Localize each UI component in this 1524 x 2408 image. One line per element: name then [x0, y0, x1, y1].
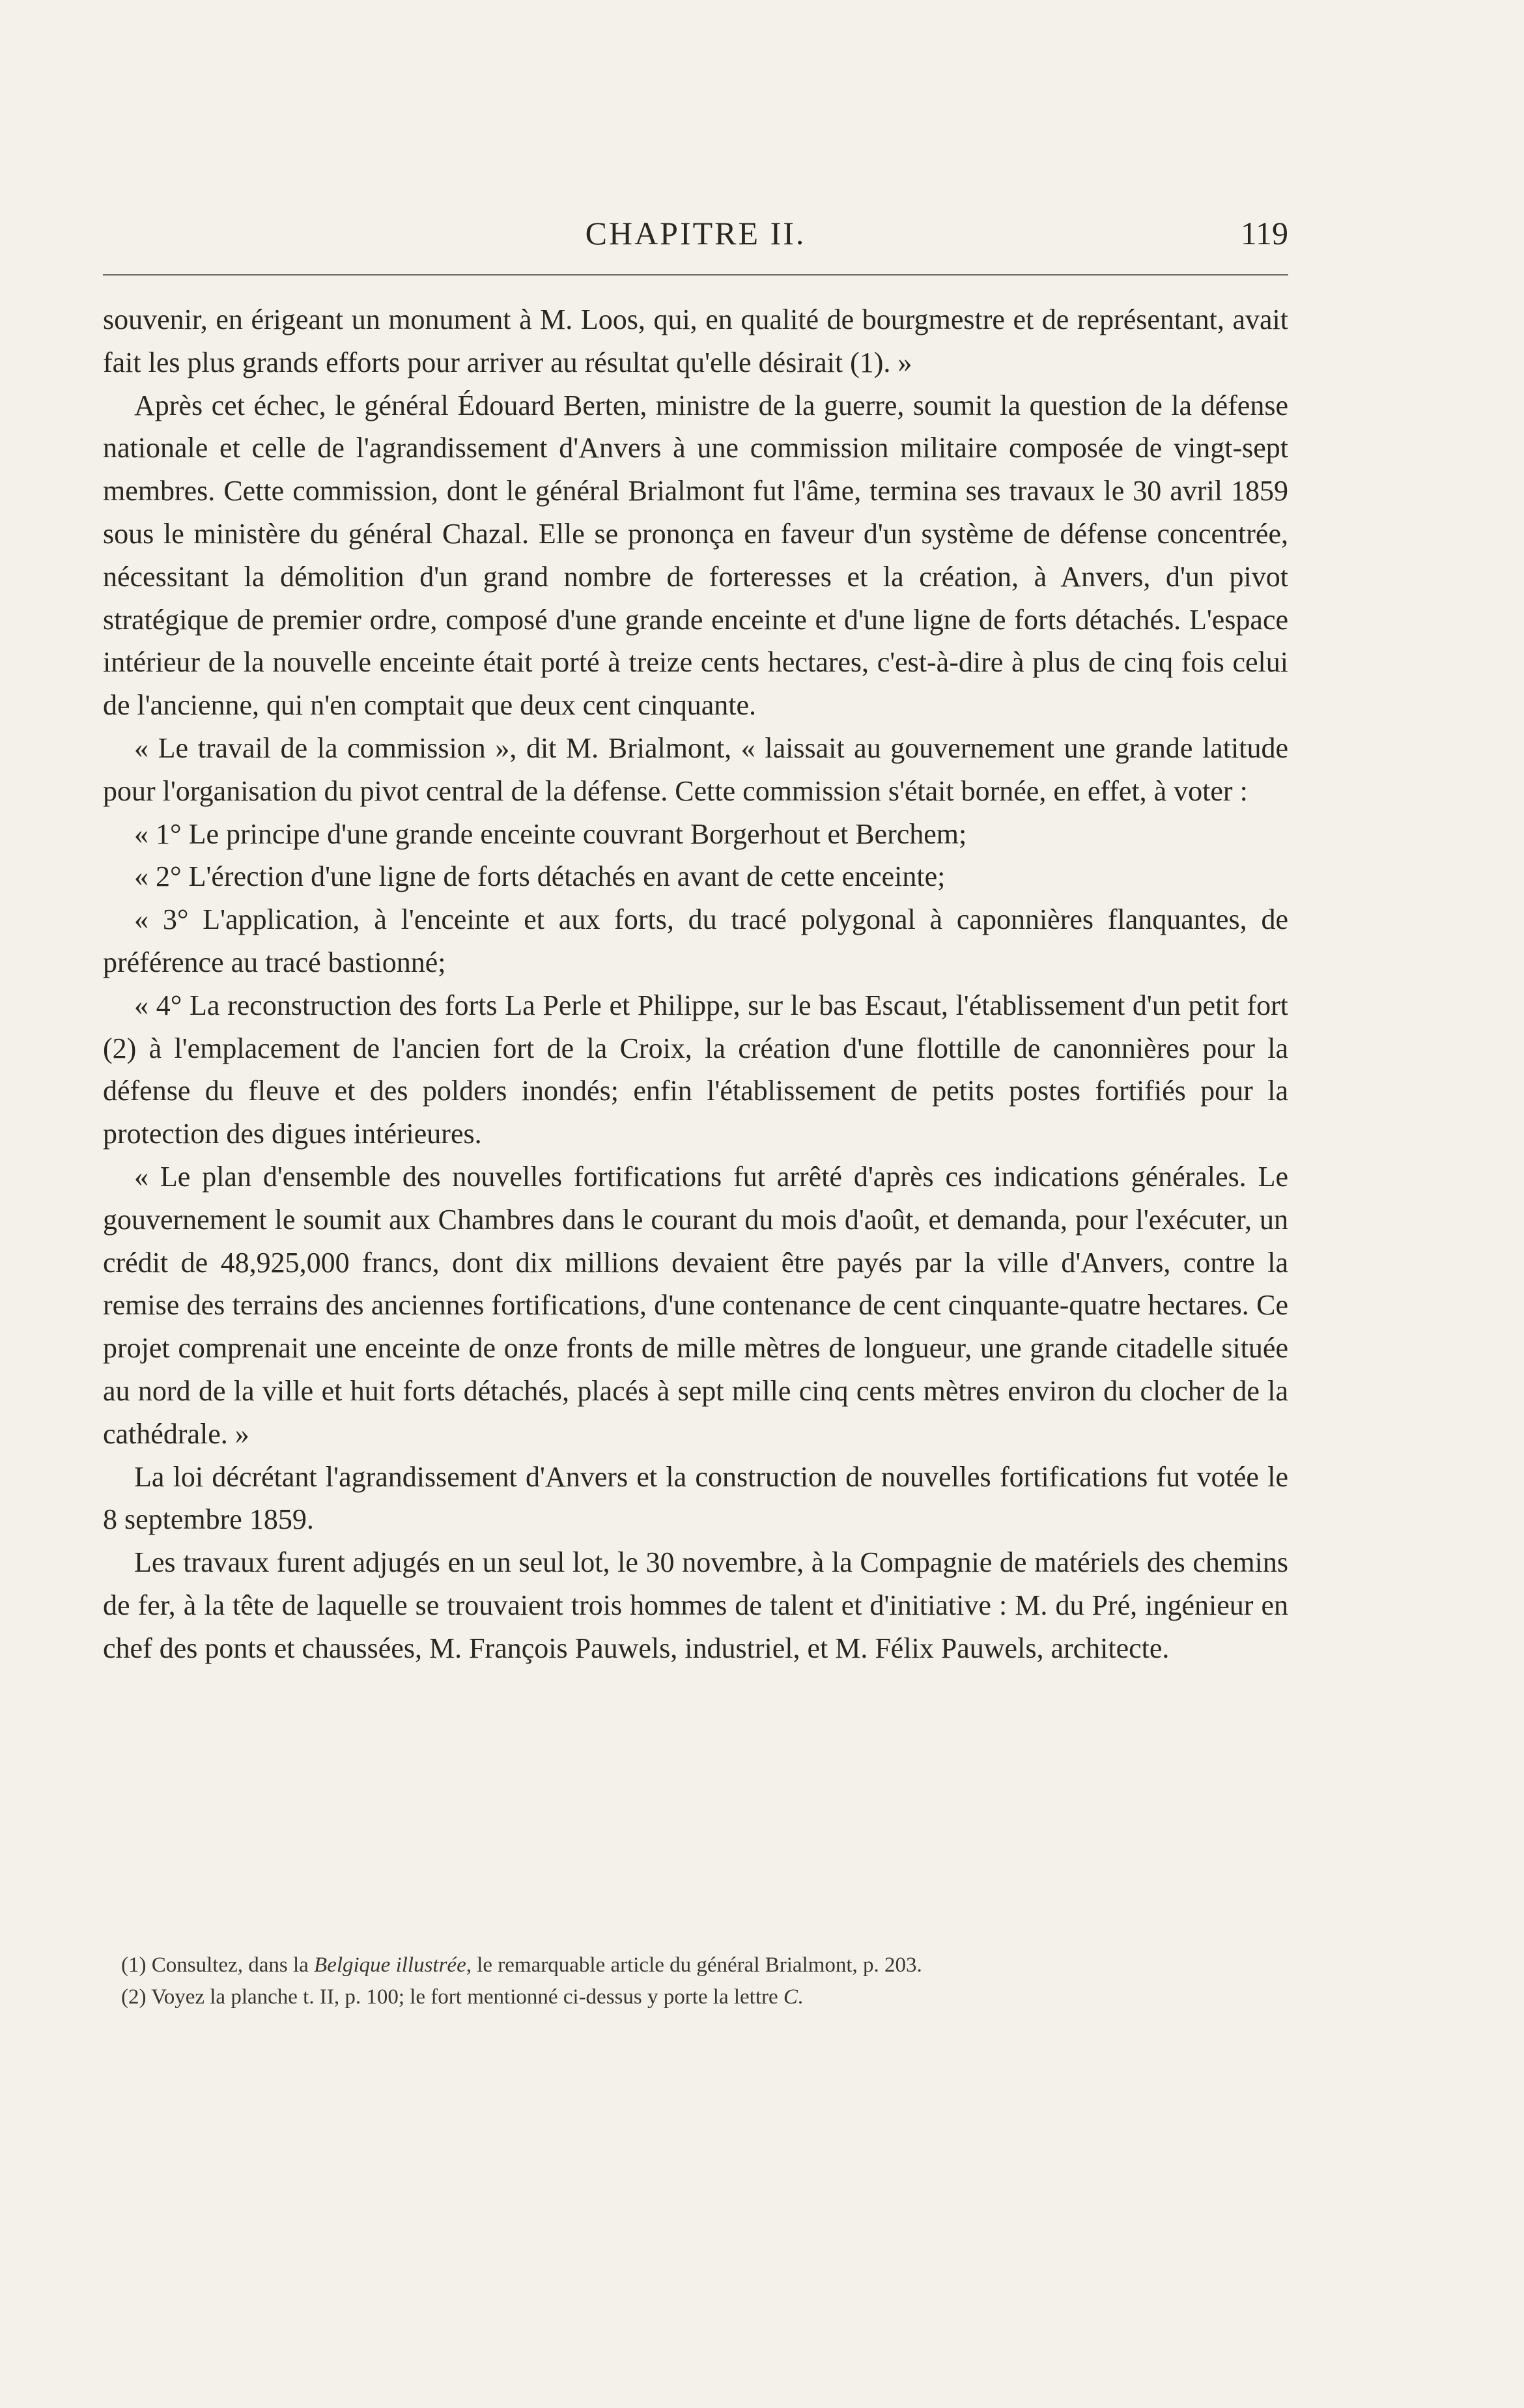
- footnote-text: , le remarquable article du général Brialmont, p. 203.: [466, 1953, 922, 1977]
- footnote-italic: C: [783, 1985, 798, 2009]
- header-rule: [103, 274, 1288, 276]
- paragraph: Après cet échec, le général Édouard Berten, ministre de la guerre, soumit la question de la défense nationale et celle de l'agrandissement d'Anvers à une commission militaire composée de vingt-sept membres. Cette commission, dont le général Brialmont fut l'âme, termina ses travaux le 30 avril 1859 sous le ministère du général Chazal. Elle se prononça en faveur d'un système de défense concentrée, nécessitant la démolition d'un grand nombre de forteresses et la création, à Anvers, d'un pivot stratégique de premier ordre, composé d'une grande enceinte et d'une ligne de forts détachés. L'espace intérieur de la nouvelle enceinte était porté à treize cents hectares, c'est-à-dire à plus de cinq fois celui de l'ancienne, qui n'en comptait que deux cent cinquante.: [103, 389, 1288, 722]
- footnote-text: (2) Voyez la planche t. II, p. 100; le fort mentionné ci-dessus y porte la lettre: [121, 1985, 783, 2009]
- list-item-2: « 2° L'érection d'une ligne de forts détachés en avant de cette enceinte;: [134, 860, 946, 893]
- footnote-text: (1) Consultez, dans la: [121, 1953, 315, 1977]
- footnotes: [103, 1950, 1288, 2014]
- body-text: [103, 298, 1288, 1670]
- list-item-3: « 3° L'application, à l'enceinte et aux forts, du tracé polygonal à caponnières flanquantes, de préférence au tracé bastionné;: [103, 903, 1288, 978]
- footnote-text: .: [797, 1985, 804, 2009]
- chapter-title: CHAPITRE II.: [585, 215, 806, 251]
- list-item-1: « 1° Le principe d'une grande enceinte couvrant Borgerhout et Berchem;: [134, 817, 967, 850]
- paragraph: Les travaux furent adjugés en un seul lot, le 30 novembre, à la Compagnie de matériels des chemins de fer, à la tête de laquelle se trouvaient trois hommes de talent et d'initiative : M. du Pré, ingénieur en chef des ponts et chaussées, M. François Pauwels, industriel, et M. Félix Pauwels, architecte.: [103, 1546, 1288, 1664]
- footnote-1: [103, 1950, 1288, 1981]
- page-number: 119: [1240, 215, 1288, 251]
- paragraph-quote: « Le travail de la commission », dit M. Brialmont, « laissait au gouvernement une grande latitude pour l'organisation du pivot central de la défense. Cette commission s'était bornée, en effet, à voter :: [103, 731, 1288, 807]
- paragraph: La loi décrétant l'agrandissement d'Anvers et la construction de nouvelles fortifications fut votée le 8 septembre 1859.: [103, 1460, 1288, 1536]
- footnote-2: [103, 1982, 1288, 2013]
- running-head: [103, 207, 1288, 259]
- list-item-4: « 4° La reconstruction des forts La Perle et Philippe, sur le bas Escaut, l'établissement d'un petit fort (2) à l'emplacement de l'ancien fort de la Croix, la création d'une flottille de canonnières pour la défense du fleuve et des polders inondés; enfin l'établissement de petits postes fortifiés pour la protection des digues intérieures.: [103, 989, 1288, 1150]
- paragraph-quote: « Le plan d'ensemble des nouvelles fortifications fut arrêté d'après ces indications générales. Le gouvernement le soumit aux Chambres dans le courant du mois d'août, et demanda, pour l'exécuter, un crédit de 48,925,000 francs, dont dix millions devaient être payés par la ville d'Anvers, contre la remise des terrains des anciennes fortifications, d'une contenance de cent cinquante-quatre hectares. Ce projet comprenait une enceinte de onze fronts de mille mètres de longueur, une grande citadelle située au nord de la ville et huit forts détachés, placés à sept mille cinq cents mètres environ du clocher de la cathédrale. »: [103, 1160, 1288, 1450]
- paragraph-continuation: souvenir, en érigeant un monument à M. Loos, qui, en qualité de bourgmestre et de représentant, avait fait les plus grands efforts pour arriver au résultat qu'elle désirait (1). »: [103, 304, 1288, 378]
- footnote-italic: Belgique illustrée: [314, 1953, 466, 1977]
